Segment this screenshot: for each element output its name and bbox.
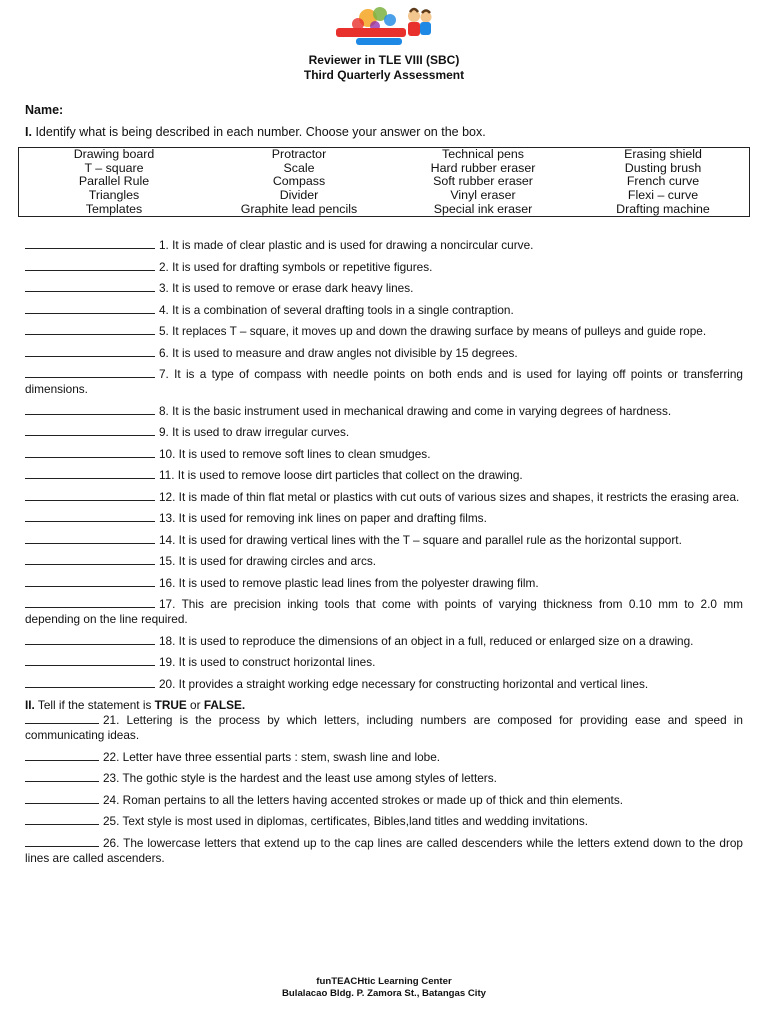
- question-text: 26. The lowercase letters that extend up to the cap lines are called descenders while the letters extend down to the drop lines are called ascenders.: [25, 835, 743, 865]
- answer-blank[interactable]: [25, 713, 99, 724]
- choice-item: Drafting machine: [616, 201, 710, 216]
- funteachtic-logo-icon: [328, 4, 436, 50]
- answer-blank[interactable]: [25, 814, 99, 825]
- answer-blank[interactable]: [25, 533, 155, 544]
- question-item: [25, 511, 743, 526]
- question-item: [25, 554, 743, 569]
- choice-item: Divider: [279, 188, 319, 203]
- answer-blank[interactable]: [25, 324, 155, 335]
- section-2-instruction-text: Tell if the statement is: [37, 698, 152, 712]
- answer-blank[interactable]: [25, 655, 155, 666]
- question-item: [25, 260, 743, 275]
- question-text: 25. Text style is most used in diplomas, certificates, Bibles,land titles and wedding invitations.: [103, 814, 589, 828]
- question-item: [25, 750, 743, 765]
- choices-column-1: [19, 148, 209, 217]
- question-text: 16. It is used to remove plastic lead lines from the polyester drawing film.: [159, 575, 539, 590]
- true-word: TRUE: [154, 698, 187, 712]
- name-label: Name:: [25, 103, 64, 117]
- question-item: [25, 814, 743, 829]
- footer-center-name: funTEACHtic Learning Center: [316, 976, 452, 987]
- answer-blank[interactable]: [25, 490, 155, 501]
- question-text: 23. The gothic style is the hardest and the least use among styles of letters.: [103, 771, 497, 785]
- false-word: FALSE.: [203, 698, 246, 712]
- answer-blank[interactable]: [25, 238, 155, 249]
- answer-blank[interactable]: [25, 425, 155, 436]
- question-item: [25, 468, 743, 483]
- answer-blank[interactable]: [25, 260, 155, 271]
- choice-item: Templates: [85, 201, 143, 216]
- choice-item: Hard rubber eraser: [430, 160, 536, 175]
- answer-blank[interactable]: [25, 576, 155, 587]
- question-text: 18. It is used to reproduce the dimensions of an object in a full, reduced or enlarged size on a drawing.: [159, 633, 694, 648]
- question-item: [25, 793, 743, 808]
- question-text: 19. It is used to construct horizontal lines.: [159, 655, 376, 669]
- question-item: [25, 634, 743, 649]
- question-text: 15. It is used for drawing circles and arcs.: [159, 554, 377, 568]
- question-text: 6. It is used to measure and draw angles not divisible by 15 degrees.: [159, 345, 518, 360]
- answer-blank[interactable]: [25, 281, 155, 292]
- section-2-number: II.: [25, 698, 35, 712]
- section-2-items: [25, 713, 743, 866]
- question-item: [25, 597, 743, 627]
- choice-item: Erasing shield: [624, 147, 702, 161]
- answer-blank[interactable]: [25, 554, 155, 565]
- choices-column-3: [389, 148, 577, 217]
- question-text: 5. It replaces T – square, it moves up and down the drawing surface by means of pulleys and guide rope.: [159, 324, 707, 338]
- question-item: [25, 576, 743, 591]
- question-text: 22. Letter have three essential parts : stem, swash line and lobe.: [103, 749, 441, 764]
- question-text: 4. It is a combination of several drafting tools in a single contraption.: [159, 302, 514, 317]
- choice-item: Special ink eraser: [433, 201, 533, 216]
- question-item: [25, 533, 743, 548]
- choice-item: T – square: [84, 160, 144, 175]
- answer-blank[interactable]: [25, 750, 99, 761]
- choice-item: Flexi – curve: [627, 188, 699, 203]
- answer-blank[interactable]: [25, 447, 155, 458]
- choice-item: Dusting brush: [624, 160, 702, 175]
- answer-blank[interactable]: [25, 468, 155, 479]
- question-item: [25, 367, 743, 397]
- question-text: 9. It is used to draw irregular curves.: [159, 425, 350, 439]
- question-item: [25, 771, 743, 786]
- choices-column-4: [577, 148, 749, 217]
- choice-item: Compass: [272, 174, 326, 189]
- question-item: [25, 303, 743, 318]
- question-text: 3. It is used to remove or erase dark heavy lines.: [159, 281, 414, 295]
- answer-blank[interactable]: [25, 836, 99, 847]
- section-1-instruction: [25, 125, 486, 139]
- question-text: 8. It is the basic instrument used in mechanical drawing and come in varying degrees of hardness.: [159, 403, 672, 418]
- question-text: 17. This are precision inking tools that come with points of varying thickness from 0.10 mm to 2.0 mm depending on the line required.: [25, 597, 743, 626]
- question-text: 7. It is a type of compass with needle points on both ends and is used for laying off points or transferring dimensions.: [25, 367, 743, 396]
- question-item: [25, 404, 743, 419]
- question-item: [25, 238, 743, 253]
- section-1-items: [25, 238, 743, 692]
- question-item: [25, 281, 743, 296]
- choices-column-2: [209, 148, 389, 217]
- choice-item: Protractor: [271, 147, 327, 161]
- question-text: 2. It is used for drafting symbols or repetitive figures.: [159, 259, 433, 274]
- choice-item: Drawing board: [73, 147, 155, 161]
- answer-blank[interactable]: [25, 303, 155, 314]
- question-text: 12. It is made of thin flat metal or plastics with cut outs of various sizes and shapes, it restricts the erasing area.: [159, 489, 740, 504]
- page-footer: [0, 976, 768, 1000]
- question-item: [25, 447, 743, 462]
- choice-item: Soft rubber eraser: [433, 174, 533, 189]
- choice-item: Scale: [283, 160, 315, 175]
- choice-item: Graphite lead pencils: [240, 201, 358, 216]
- question-text: 20. It provides a straight working edge necessary for constructing horizontal and vertical lines.: [159, 676, 649, 691]
- document-header: [0, 53, 768, 83]
- section-2-instruction: [25, 698, 743, 713]
- choice-item: Vinyl eraser: [450, 188, 516, 203]
- answer-blank[interactable]: [25, 634, 155, 645]
- choice-item: French curve: [626, 174, 700, 189]
- answer-blank[interactable]: [25, 367, 155, 378]
- section-1-number: I.: [25, 125, 32, 139]
- answer-blank[interactable]: [25, 346, 155, 357]
- answer-blank[interactable]: [25, 404, 155, 415]
- questions-list: [25, 238, 743, 872]
- choice-item: Parallel Rule: [78, 174, 150, 189]
- answer-blank[interactable]: [25, 511, 155, 522]
- answer-blank[interactable]: [25, 677, 155, 688]
- document-subtitle: Third Quarterly Assessment: [303, 68, 465, 82]
- question-item: [25, 677, 743, 692]
- answer-choices-box: [18, 147, 750, 217]
- question-text: 24. Roman pertains to all the letters having accented strokes or made up of thick and thin elements.: [103, 792, 624, 807]
- answer-blank[interactable]: [25, 771, 99, 782]
- or-word: or: [190, 698, 201, 712]
- choice-item: Technical pens: [442, 147, 524, 161]
- question-item: [25, 425, 743, 440]
- question-text: 13. It is used for removing ink lines on paper and drafting films.: [159, 511, 487, 525]
- question-item: [25, 324, 743, 339]
- question-text: 11. It is used to remove loose dirt particles that collect on the drawing.: [159, 468, 523, 482]
- choice-item: Triangles: [88, 188, 140, 203]
- footer-address: Bulalacao Bldg. P. Zamora St., Batangas City: [281, 988, 486, 999]
- question-item: [25, 713, 743, 743]
- question-item: [25, 346, 743, 361]
- answer-blank[interactable]: [25, 793, 99, 804]
- question-text: 14. It is used for drawing vertical lines with the T – square and parallel rule as the horizontal support.: [159, 532, 682, 547]
- question-text: 10. It is used to remove soft lines to clean smudges.: [159, 446, 431, 461]
- question-item: [25, 490, 743, 505]
- answer-blank[interactable]: [25, 597, 155, 608]
- document-title: Reviewer in TLE VIII (SBC): [308, 53, 460, 67]
- question-item: [25, 655, 743, 670]
- question-text: 21. Lettering is the process by which letters, including numbers are composed for providing ease and speed in communicating ideas.: [25, 713, 743, 742]
- question-item: [25, 836, 743, 866]
- section-1-instruction-text: Identify what is being described in each number. Choose your answer on the box.: [35, 125, 486, 139]
- question-text: 1. It is made of clear plastic and is used for drawing a noncircular curve.: [159, 238, 534, 252]
